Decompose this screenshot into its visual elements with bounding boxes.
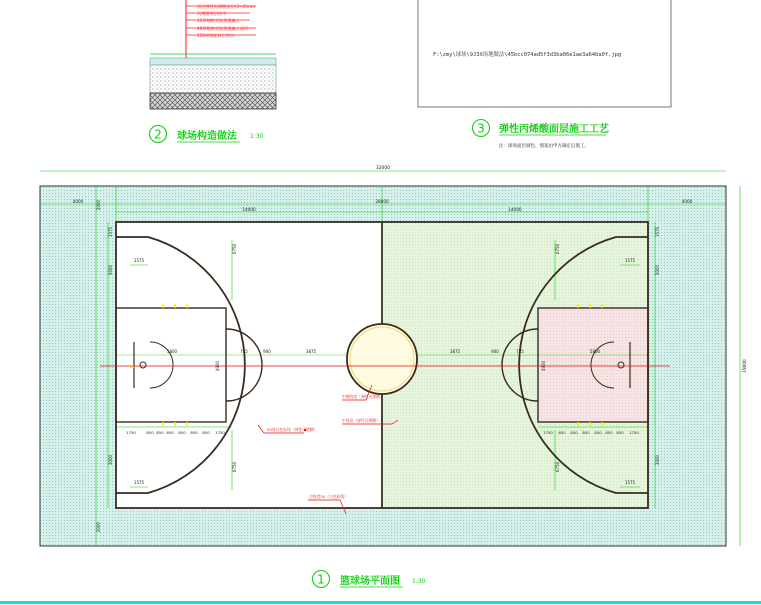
annot-center-b: 中线宽（弹性丙烯酸）	[342, 418, 380, 423]
dim-overall-height: 19000	[742, 359, 747, 373]
layer-label-5: 150厚级配碎石垫层	[197, 33, 235, 38]
plan-title: 篮球场平面图	[340, 576, 400, 587]
section-scale: 1:30	[250, 133, 264, 140]
plan-number: 1	[317, 572, 325, 587]
lane-left-5: 850	[190, 430, 198, 435]
dim-side-a: 900	[263, 349, 271, 354]
process-number: 3	[477, 121, 485, 136]
lane-right-3: 850	[582, 430, 590, 435]
lane-right-7: 1750	[629, 430, 639, 435]
process-note-text: 注：球场面层颜色、图案由甲方确定后施工。	[499, 144, 589, 149]
asphalt-layer	[150, 65, 276, 93]
lane-right-6: 850	[616, 430, 624, 435]
dim-arc-left-b: 6750	[232, 461, 237, 472]
layer-label-4: 40厚粗粒式沥青混凝土面层	[197, 26, 249, 31]
lane-right-0: 1750	[543, 430, 553, 435]
lane-right-5: 850	[605, 430, 613, 435]
dim-lane-width-left: 4900	[215, 360, 220, 372]
dim-vert-left-1: 1575	[108, 226, 113, 238]
center-circle	[347, 324, 417, 394]
process-note	[473, 120, 610, 150]
court-left-half	[116, 222, 382, 508]
dim-court-length: 28000	[375, 199, 389, 204]
section-detail	[150, 0, 277, 143]
layer-label-1: 面层弹性丙烯酸涂层(3~4)mm	[197, 4, 255, 9]
dim-corner-left: 1575	[133, 258, 145, 263]
section-number: 2	[154, 127, 162, 142]
dim-arc-right: 6750	[555, 243, 560, 254]
dim-ft-left: 5800	[166, 349, 178, 354]
image-frame	[418, 0, 671, 107]
layer-label-3: 15厚细粒式沥青混凝土	[197, 18, 241, 23]
dim-key-left: 725	[240, 349, 248, 354]
dim-corner-bottom-left: 1575	[133, 480, 145, 485]
dim-top-margin: 2000	[96, 199, 101, 211]
lane-left-3: 850	[166, 430, 174, 435]
lane-left-6: 850	[202, 430, 210, 435]
dim-half-right: 14000	[508, 207, 522, 212]
dim-overall-width: 32000	[375, 166, 391, 171]
dim-vert-left-3: 3000	[108, 454, 113, 466]
lane-right-1: 850	[558, 430, 566, 435]
section-title: 球场构造做法	[177, 131, 237, 142]
plan-scale: 1:30	[412, 578, 426, 585]
dim-vert-right-1: 1575	[655, 226, 660, 238]
dim-mid-right: 3875	[449, 349, 461, 354]
dim-ft-right: 5800	[589, 349, 601, 354]
dim-bottom-margin: 2000	[96, 521, 101, 533]
lane-right-4: 850	[594, 430, 602, 435]
lane-left-7: 1750	[215, 430, 225, 435]
layer-label-2: 丙烯酸底层找平	[197, 11, 227, 16]
annot-center-a: 中圈线宽（弹性丙烯酸）	[342, 394, 384, 399]
dim-corner-right: 1575	[624, 258, 636, 263]
gravel-layer	[150, 93, 276, 109]
dim-left-margin: 4000	[72, 199, 84, 204]
dim-mid-left: 3875	[305, 349, 317, 354]
right-key	[538, 308, 648, 422]
annot-left-half: 50厚白色标线（弹性丙烯酸）	[267, 427, 318, 432]
court-plan	[40, 165, 747, 588]
process-title: 弹性丙烯酸面层施工工艺	[499, 124, 609, 135]
dim-lane-width-right: 4900	[541, 360, 546, 372]
lane-left-4: 850	[178, 430, 186, 435]
dim-arc-left: 6750	[232, 243, 237, 254]
dim-key-right: 725	[516, 349, 524, 354]
lane-left-2: 850	[156, 430, 164, 435]
annot-boundary: 边线宽50（白色标线）	[309, 494, 349, 499]
bottom-rule	[0, 601, 761, 604]
lane-left-1: 850	[146, 430, 154, 435]
dim-vert-right-2: 5000	[655, 264, 660, 276]
dim-side-b: 900	[491, 349, 499, 354]
dim-right-margin: 4000	[681, 199, 693, 204]
dim-vert-left-2: 5000	[108, 264, 113, 276]
dim-half-left: 14000	[242, 207, 256, 212]
lane-right-2: 850	[570, 430, 578, 435]
dim-corner-bottom-right: 1575	[624, 480, 636, 485]
dim-vert-right-3: 3000	[655, 454, 660, 466]
image-path: F:\zmy\球场\9J3X场地做法\45bcc074ad5f3d3ba06e1ae3a64ba0f.jpg	[433, 52, 622, 58]
dim-arc-right-b: 6750	[555, 461, 560, 472]
surface-layer	[150, 58, 276, 65]
lane-left-0: 1750	[126, 430, 136, 435]
